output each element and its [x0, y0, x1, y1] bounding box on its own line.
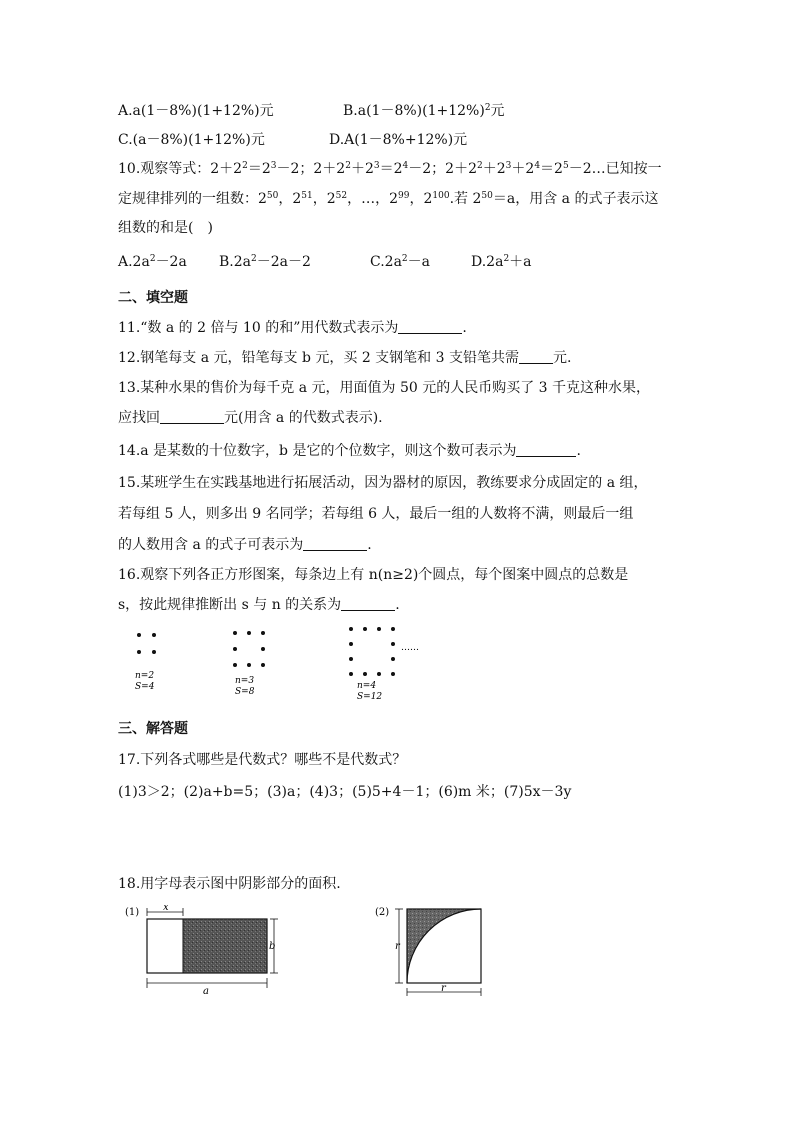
label-n4: n=4: [357, 681, 377, 691]
q10-option-c: $C.2a^2-a$: [370, 254, 431, 270]
fig1-label: (1): [125, 907, 140, 918]
q9-option-d: D.A(1－8%+12%)元: [329, 132, 468, 148]
label-n3: n=3: [235, 676, 255, 686]
dot-pattern-n4: [349, 627, 395, 676]
label-n2: n=2: [135, 671, 155, 681]
q10-option-d: $D.2a^2+a$: [471, 254, 532, 270]
dot-pattern-n3: [233, 631, 265, 667]
q18: 18.用字母表示图中阴影部分的面积.: [118, 876, 341, 892]
fig1-a-label: a: [203, 986, 209, 995]
q10-option-a: $A.2a^2-2a$: [118, 254, 187, 270]
label-s12: S=12: [357, 692, 383, 700]
q15-line-3: 的人数用含 a 的式子可表示为 .: [118, 537, 372, 553]
q9-option-a: A.a(1－8%)(1+12%)元: [118, 103, 274, 119]
q15-blank[interactable]: [303, 536, 367, 551]
fig2-label: (2): [375, 907, 390, 918]
q14: 14.a 是某数的十位数字，b 是它的个位数字，则这个数可表示为 .: [118, 443, 581, 459]
q13-line-1: 13.某种水果的售价为每千克 a 元，用面值为 50 元的人民币购买了 3 千克这种水果，: [118, 380, 651, 396]
section-heading-fill-in: 二、填空题: [118, 290, 188, 306]
q18-figure-2: [375, 905, 490, 1000]
label-s4: S=4: [135, 682, 155, 692]
fig2-r-side-label: r: [395, 941, 400, 952]
fig1-x-label: x: [163, 905, 169, 913]
q9-option-c: C.(a－8%)(1+12%)元: [118, 132, 265, 148]
q10-line-3: 组数的和是( ): [118, 220, 213, 236]
fig1-b-label: b: [269, 941, 276, 952]
q11: 11.“数 a 的 2 倍与 10 的和”用代数式表示为 .: [118, 320, 467, 336]
q15-line-2: 若每组 5 人，则多出 9 名同学；若每组 6 人，最后一组的人数将不满，则最后一组: [118, 506, 634, 522]
label-s8: S=8: [235, 687, 255, 697]
q10-option-b: $B.2a^2-2a-2$: [219, 254, 311, 270]
q15-line-1: 15.某班学生在实践基地进行拓展活动，因为器材的原因，教练要求分成固定的 a 组，: [118, 475, 648, 491]
q17-line-1: 17.下列各式哪些是代数式？哪些不是代数式？: [118, 752, 407, 768]
q16-blank[interactable]: [341, 596, 395, 611]
q17-line-2: (1)3＞2；(2)a+b=5；(3)a；(4)3；(5)5+4－1；(6)m 米；(7)5x－3y: [118, 784, 572, 800]
q14-blank[interactable]: [516, 442, 576, 457]
ellipsis: ……: [401, 643, 419, 653]
fig2-r-bottom-label: r: [441, 983, 446, 994]
fig1-shaded-region: [183, 919, 267, 973]
q18-figure-1: [125, 905, 285, 995]
section-heading-answer: 三、解答题: [118, 721, 188, 737]
dot-pattern-n2: [137, 633, 156, 654]
q16-dot-figure: [125, 620, 435, 700]
q12: 12.钢笔每支 a 元，铅笔每支 b 元，买 2 支钢笔和 3 支铅笔共需 元.: [118, 350, 572, 366]
q9-option-b: $B.a(1-8\%)(1+12\%)^2$元: [343, 103, 505, 119]
q16-line-2: s，按此规律推断出 s 与 n 的关系为 .: [118, 597, 400, 613]
fig2-shaded-region: [407, 909, 481, 983]
q10-line-2: 定规律排列的一组数：$2^{50}$，$2^{51}$，$2^{52}$，…，$2^{99}$，$2^{100}$.若 $2^{50}=a$，用含 a 的式子表示这: [118, 191, 659, 207]
q13-line-2: 应找回 元(用含 a 的代数式表示).: [118, 410, 383, 426]
q16-line-1: 16.观察下列各正方形图案，每条边上有 n(n≥2)个圆点，每个图案中圆点的总数是: [118, 567, 629, 583]
q10-line-1: 10.观察等式：$2+2^2=2^3-2$；$2+2^2+2^3=2^4-2$；$2+2^2+2^3+2^4=2^5-2\dots$已知按一: [118, 161, 662, 177]
q12-blank[interactable]: [519, 349, 553, 364]
q11-blank[interactable]: [398, 319, 462, 334]
q13-blank[interactable]: [160, 409, 224, 424]
